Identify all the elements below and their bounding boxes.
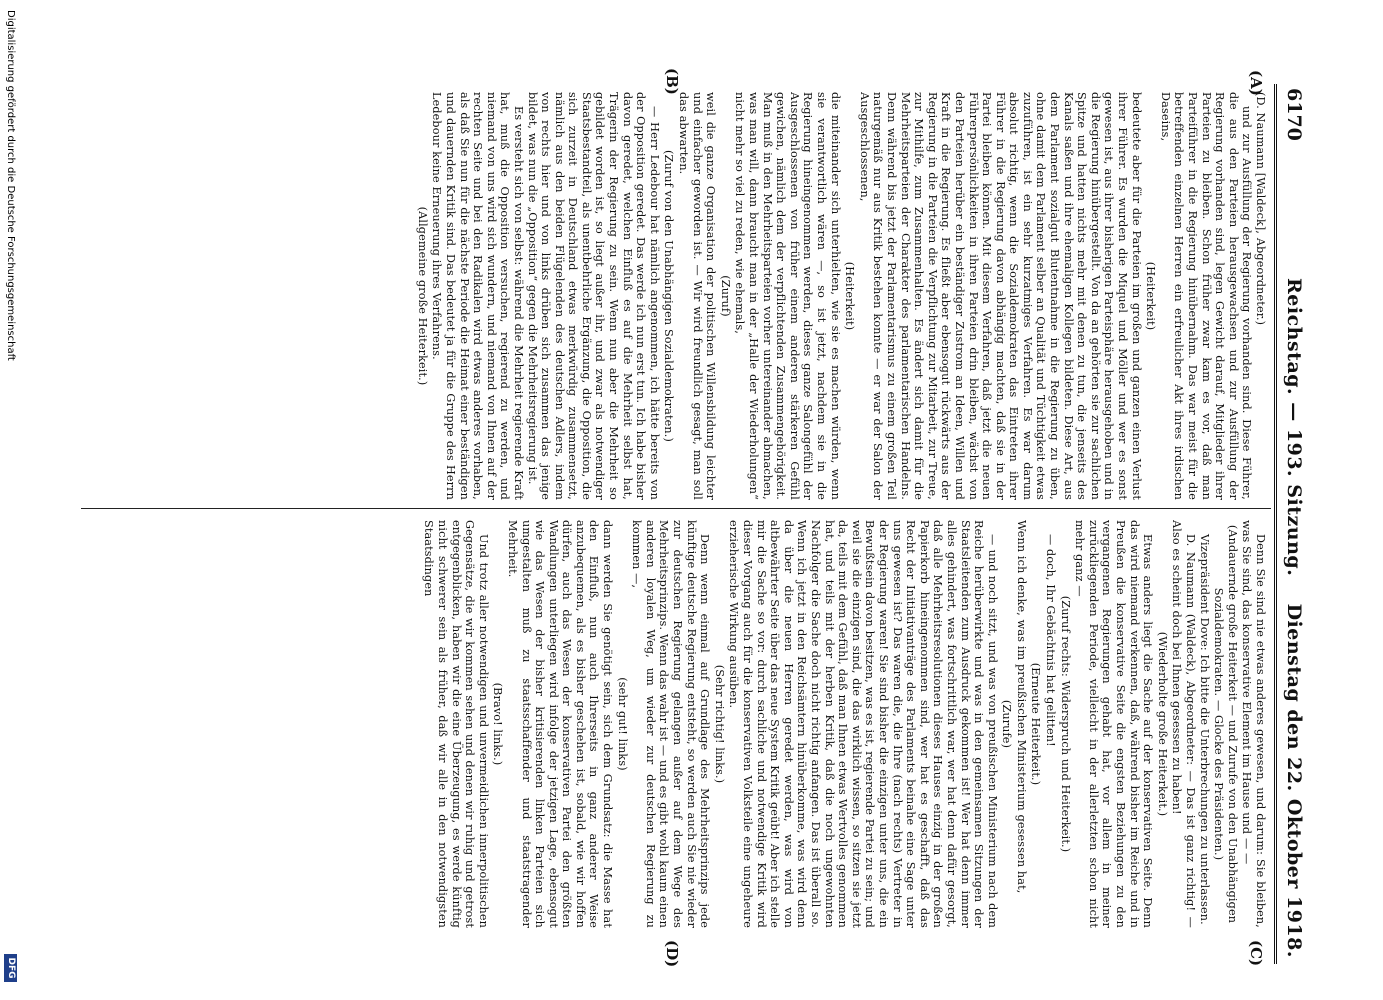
- margin-mark-d: (D): [663, 940, 681, 968]
- stage-direction: (Zurufe): [1000, 699, 1014, 749]
- text-paragraph: die miteinander sich unterhielten, wie sie es machen würden, wenn sie verantwortlich wären —, so ist jetzt, nachdem sie in die Regierung hineingenommen werden, dieses ganze Salongefühl der Ausgeschlossenen von früher einem anderen stärkeren Gefühl gewichen, nämlich dem der verpflichtenden Zusammengehörigkeit. Man muß in den Mehrheitsparteien vorher untereinander abmachen, was man will, dann braucht man in der „Halle der Wiederholungen“ nicht mehr so viel zu reden, wie ehemals,: [733, 92, 842, 500]
- text-paragraph: — Herr Ledebour hat nämlich angenommen, ich hätte bereits von der Opposition geredet. Das werde ich nun erst tun. Ich habe bisher davon geredet, welchen Einfluß es auf die Mehrheit selbst hat, Trägerin der Regierung zu sein. Wenn nun aber die Mehrheit so gebildet worden ist, so liegt außer ihr, und zwar als notwendiger Staatsbestandteil, als unentbehrliche Ergänzung, die Opposition, die sich zurzeit in Deutschland etwas merkwürdig zusammensetzt, nämlich aus den beiden Flügelenden des deutschen Adlers, indem von rechts hier und von links drüben sich zusammen das jenige bildet, was nun die „Opposition“ gegen die Mehrheitsregierung ist.: [525, 92, 661, 500]
- dfg-logo: DFG: [4, 954, 17, 982]
- stage-direction: (Heiterkeit): [843, 261, 857, 331]
- text-paragraph: — doch, Ihr Gebächtnis hat gelitten!: [1044, 534, 1058, 747]
- text-paragraph: (D. Naumann [Waldeck], Abgeordneter.): [1254, 92, 1267, 326]
- stage-direction: (sehr gut! links): [615, 677, 629, 771]
- left-text-column: [87, 92, 1267, 500]
- text-paragraph: Etwas anders liegt die Sache auf der konservativen Seite. Denn das wird niemand verkennen, daß, während bisher im Reiche und in Preußen die konservative Seite die engsten Beziehungen zu den vergangenen Regierungen gehabt hat, vor allem in meiner zurückliegenden Periode, vielleicht in der allerletzten schon nicht mehr ganz —: [1073, 520, 1155, 928]
- text-paragraph: und zur Ausfüllung der Regierung vorhanden sind. Diese Führer, die aus den Parteien herausgewachsen und zur Ausfüllung der Regierung vorhanden sind, legen Gewicht darauf, Mitglieder ihrer Parteien zu bleiben. Schon früher zwar kam es vor, daß man Parteiführer in die Regierung hinübernahm. Das war meist für die betreffenden einzelnen Herren ein erfreulicher Akt ihres irdischen Daseins,: [1158, 92, 1254, 500]
- page-number: 6170: [1283, 88, 1305, 141]
- session-title: Reichstag. — 193. Sitzung.: [1283, 278, 1305, 577]
- header-rule: [1274, 84, 1277, 964]
- stage-direction: (Andauernde große Heiterkeit — und Zurufe von den Unabhängigen Sozialdemokraten. — Glocke des Präsidenten.): [1212, 524, 1239, 924]
- stage-direction: (Allgemeine große Heiterkeit.): [415, 206, 429, 386]
- text-paragraph: bedeutete aber für die Parteien im großen und ganzen einen Verlust ihrer Führer. Es wurden die Miquel und Möller und wer es sonst gewesen ist, aus ihrer bisherigen Parteisphäre herausgehoben und in die Regierung hinübergestellt. Von da an gehörten sie zur sachlichen Spitze und hatten nichts mehr mit denen zu tun, die jenseits des Kanals saßen und ihre ehemaligen Kollegen bildeten. Diese Art, aus dem Parlament sozialgut Blutentnahme in die Regierung zu üben, ohne damit dem Parlament selber an Qualität und Tüchtigkeit etwas zuzuführen, ist ein sehr kurzatmiges Verfahren. Es war darum absolut richtig, wenn die Sozialdemokraten das Eintreten ihrer Führer in die Regierung davon abhängig machten, daß sie in der Partei bleiben können. Mit diesem Verfahren, daß jetzt die neuen Führerpersönlichkeiten in ihren Parteien drin bleiben, wächst von den Parteien herüber ein beständiger Zustrom an Ideen, Willen und Kraft in die Regierung. Es fließt aber ebensogut rückwärts aus der Regierung in die Parteien die Verpflichtung zur Mitarbeit, zur Treue, zur Mithilfe, zum Zusammenhalten. Es ändert sich damit für die Mehrheitsparteien der Charakter des parlamentarischen Handelns. Denn während bis jetzt der Parlamentarismus zu einem großen Teil naturgemäß nur aus Kritik bestehen konnte — er war der Salon der Ausgeschlossenen,: [857, 92, 1143, 500]
- right-text-column: [87, 520, 1267, 928]
- margin-mark-c: (C): [1247, 940, 1265, 967]
- stage-direction: (Erneute Heiterkeit.): [1029, 662, 1043, 786]
- stage-direction: (Zuruf von den Unabhängigen Sozialdemokraten.): [662, 150, 676, 442]
- margin-mark-a: (A): [1247, 70, 1265, 96]
- stage-direction: (Heiterkeit): [1144, 261, 1158, 331]
- digitization-note: Digitalisierung gefördert durch die Deutsche Forschungsgemeinschaft: [5, 10, 16, 361]
- text-paragraph: Denn Sie sind nie etwas anderes gewesen, und darum: Sie bleiben, was Sie sind, das konservative Element im Hause und — —: [1240, 520, 1267, 928]
- text-paragraph: — und noch sitzt, und was von preußischen Ministerium nach dem Reiche herüberwirkte und was in den gemeinsamen Sitzungen der Staatsleitenden zum Ausdruck gekommen ist! Wer hat denn immer alles gehindert, was fortschrittlich war, wer hat denn dafür gesorgt, daß alle Mehrheitsresolutionen dieses Hauses einzig in der großen Papierkorb hineingenommen sind, wer hat es geschafft, daß das Recht der Initiativanträge des Parlaments beinahe eine Sage unter uns gewesen ist? Das waren die, die Ihre (nach rechts) Vertreter in der Regierung waren! Sie sind bisher die einzigen unter uns, die ein Bewußtsein davon besitzen, was es ist, regierende Partei zu sein; und weil sie die einzigen sind, die das wirklich wissen, so sitzen sie jetzt da, teils mit dem Gefühl, daß man Ihnen etwas Wertvolles genommen hat, und teils mit der herben Kritik, daß die noch ungewohnten Nachfolger die Sache doch nicht richtig anfangen. Das ist überall so. Wenn ich jetzt in den Reichsämtern hinüberkomme, was wird denn da über die neuen Herren geredet werden, was wird von altbewährter Seite über das neue System Kritik geübt! Aber ich stelle mir die Sache so vor: durch sachliche und notwendige Kritik wird dieser Vorgang auch für die konservativen Volksteile eine ungeheure erzieherische Wirkung ausüben.: [727, 520, 999, 928]
- text-paragraph: D. Naumann (Waldeck), Abgeordneter: — Das ist ganz richtig! — Also es scheint doch bei Ihnen gesessen zu haben!: [1170, 520, 1198, 928]
- session-date: Dienstag den 22. Oktober 1918.: [1283, 603, 1305, 958]
- stage-direction: (Zuruf): [718, 275, 732, 317]
- stage-direction: (Wiederholte große Heiterkeit.): [1155, 631, 1169, 817]
- column-divider: [81, 508, 1271, 509]
- text-paragraph: Wenn ich denke, was im preußischen Ministerium gesessen hat,: [1014, 520, 1028, 894]
- stage-direction: (Bravo! links.): [491, 682, 505, 766]
- text-paragraph: Vizepräsident Dove: Ich bitte die Unterbrechungen zu unterlassen.: [1197, 534, 1211, 925]
- page-header: [1277, 88, 1311, 958]
- text-paragraph: Denn wenn einmal auf Grundlage des Mehrheitsprinzips jede künftige deutsche Regierung entsteht, so werden auch Sie nie wieder zur deutschen Regierung gelangen außer auf dem Wege des Mehrheitsprinzips. Wenn das wahr ist — und es gibt wohl kaum einen anderen loyalen Weg, um wieder zur deutschen Regierung zu kommen —,: [630, 520, 712, 928]
- stage-direction: (Sehr richtig! links.): [712, 664, 726, 784]
- margin-mark-b: (B): [663, 68, 681, 95]
- text-paragraph: Und trotz aller notwendigen und unvermeidlichen innerpolitischen Gegensätze, die wir kommen sehen und denen wir ruhig und getrost entgegenblicken, haben wir die eine Überzeugung, es werde künftig nicht schwerer sein als früher, daß wir alle in den notwendigsten Staatsdingen: [422, 520, 490, 928]
- text-paragraph: dann werden Sie genötigt sein, sich dem Grundsatz: die Masse hat den Einfluß, nun auch Ihrerseits in ganz anderer Weise anzubequemen, als es bisher geschehen ist, sobald, wie wir hoffen dürfen, auch das Wesen der konservativen Partei den größten Wandlungen unterliegen wird infolge der jetzigen Lage, ebensogut wie das Wesen der bisher kritisierenden linken Parteien sich umgestalten muß zu staatsschaffender und staatstragender Mehrheit.: [505, 520, 615, 928]
- stage-direction: (Zuruf rechts: Widerspruch und Heiterkeit.): [1058, 595, 1072, 853]
- text-paragraph: Es versteht sich von selbst: während die Mehrheit regierende Kraft hat, muß die Opposition versuchen, regierend zu werden, und niemand von uns wird sich wundern, und niemand von Ihnen auf der rechten Seite und bei den Radikalen wird etwas anderes vorhaben, als daß Sie nun für die nächste Periode die Heimat einer beständigen und dauernden Kritik sind. Das bedeutet ja für die Gruppe des Herrn Ledebour keine Erneuerung ihres Verfahrens.: [430, 92, 525, 500]
- text-paragraph: weil die ganze Organisation der politischen Willensbildung leichter und einfacher geworden ist. — Wir wird freundlich gesagt, man soll das abwarten.: [677, 92, 718, 500]
